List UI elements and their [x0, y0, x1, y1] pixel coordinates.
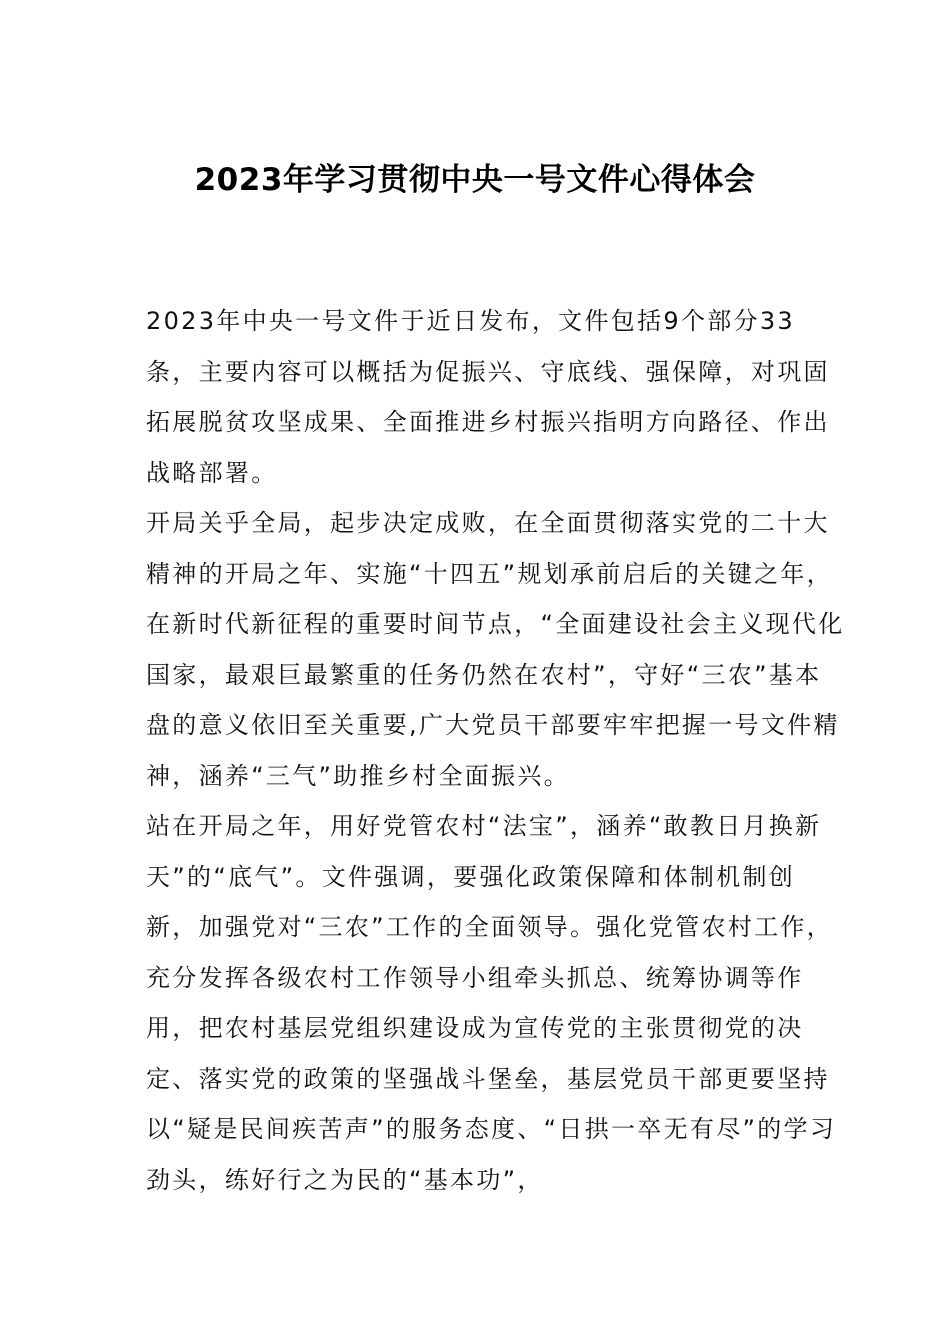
paragraph-party-leadership: 站在开局之年，用好党管农村“法宝”，涵养“敢教日月换新天”的“底气”。文件强调，要强化政策保障和体制机制创新，加强党对“三农”工作的全面领导。强化党管农村工作，充分发挥各级农村工作领导小组牵头抓总、统筹协调等作用，把农村基层党组织建设成为宣传党的主张贯彻党的决定、落实党的政策的坚强战斗堡垒，基层党员干部更要坚持以“疑是民间疾苦声”的服务态度、“日拱一卒无有尽”的学习劲头，练好行之为民的“基本功”， [146, 812, 837, 1194]
paragraph-intro: 2023年中央一号文件于近日发布，文件包括9个部分33条，主要内容可以概括为促振兴、守底线、强保障，对巩固拓展脱贫攻坚成果、全面推进乡村振兴指明方向路径、作出战略部署。 [146, 307, 830, 487]
document-title: 2023年学习贯彻中央一号文件心得体会 [194, 162, 756, 198]
paragraph-significance: 开局关乎全局，起步决定成败，在全面贯彻落实党的二十大精神的开局之年、实施“十四五”规划承前启后的关键之年，在新时代新征程的重要时间节点，“全面建设社会主义现代化国家，最艰巨最繁重的任务仍然在农村”，守好“三农”基本盘的意义依旧至关重要,广大党员干部要牢牢把握一号文件精神，涵养“三气”助推乡村全面振兴。 [146, 509, 845, 790]
document-body [146, 296, 846, 1205]
